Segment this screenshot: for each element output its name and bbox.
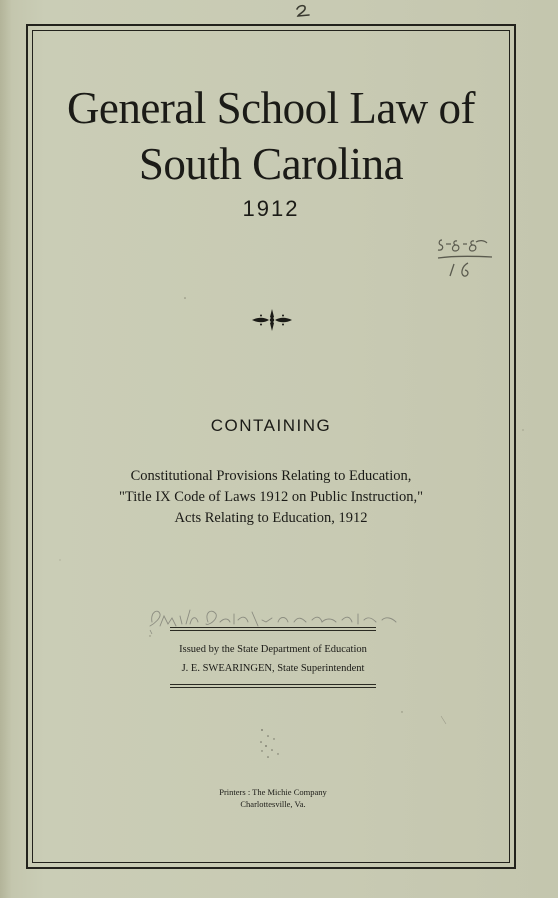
title-line-2: South Carolina: [138, 139, 404, 189]
document-title: [40, 80, 502, 192]
issuer-block: [130, 640, 416, 678]
faint-marks: [254, 726, 288, 762]
issuer-line-1: Issued by the State Department of Education: [179, 644, 367, 655]
contents-item: "Title IX Code of Laws 1912 on Public Instruction,": [118, 489, 424, 505]
printer-block: [150, 786, 396, 810]
issuer-line-2: J. E. SWEARINGEN, State Superintendent: [181, 663, 365, 674]
contents-item: Constitutional Provisions Relating to Education,: [130, 468, 412, 484]
publication-year: 1912: [242, 196, 300, 221]
printer-line-1: Printers : The Michie Company: [219, 787, 327, 797]
double-rule-bottom: [170, 684, 376, 688]
spine-shadow: [0, 0, 12, 898]
handwritten-page-mark: [293, 2, 315, 20]
handwritten-call-number: [432, 232, 502, 282]
double-rule-top: [170, 627, 376, 631]
contents-list: [40, 466, 502, 529]
title-line-1: General School Law of: [66, 83, 476, 133]
containing-heading: CONTAINING: [210, 416, 332, 435]
decorative-ornament: [250, 308, 294, 332]
contents-item: Acts Relating to Education, 1912: [174, 510, 368, 526]
printer-line-2: Charlottesville, Va.: [240, 799, 306, 809]
